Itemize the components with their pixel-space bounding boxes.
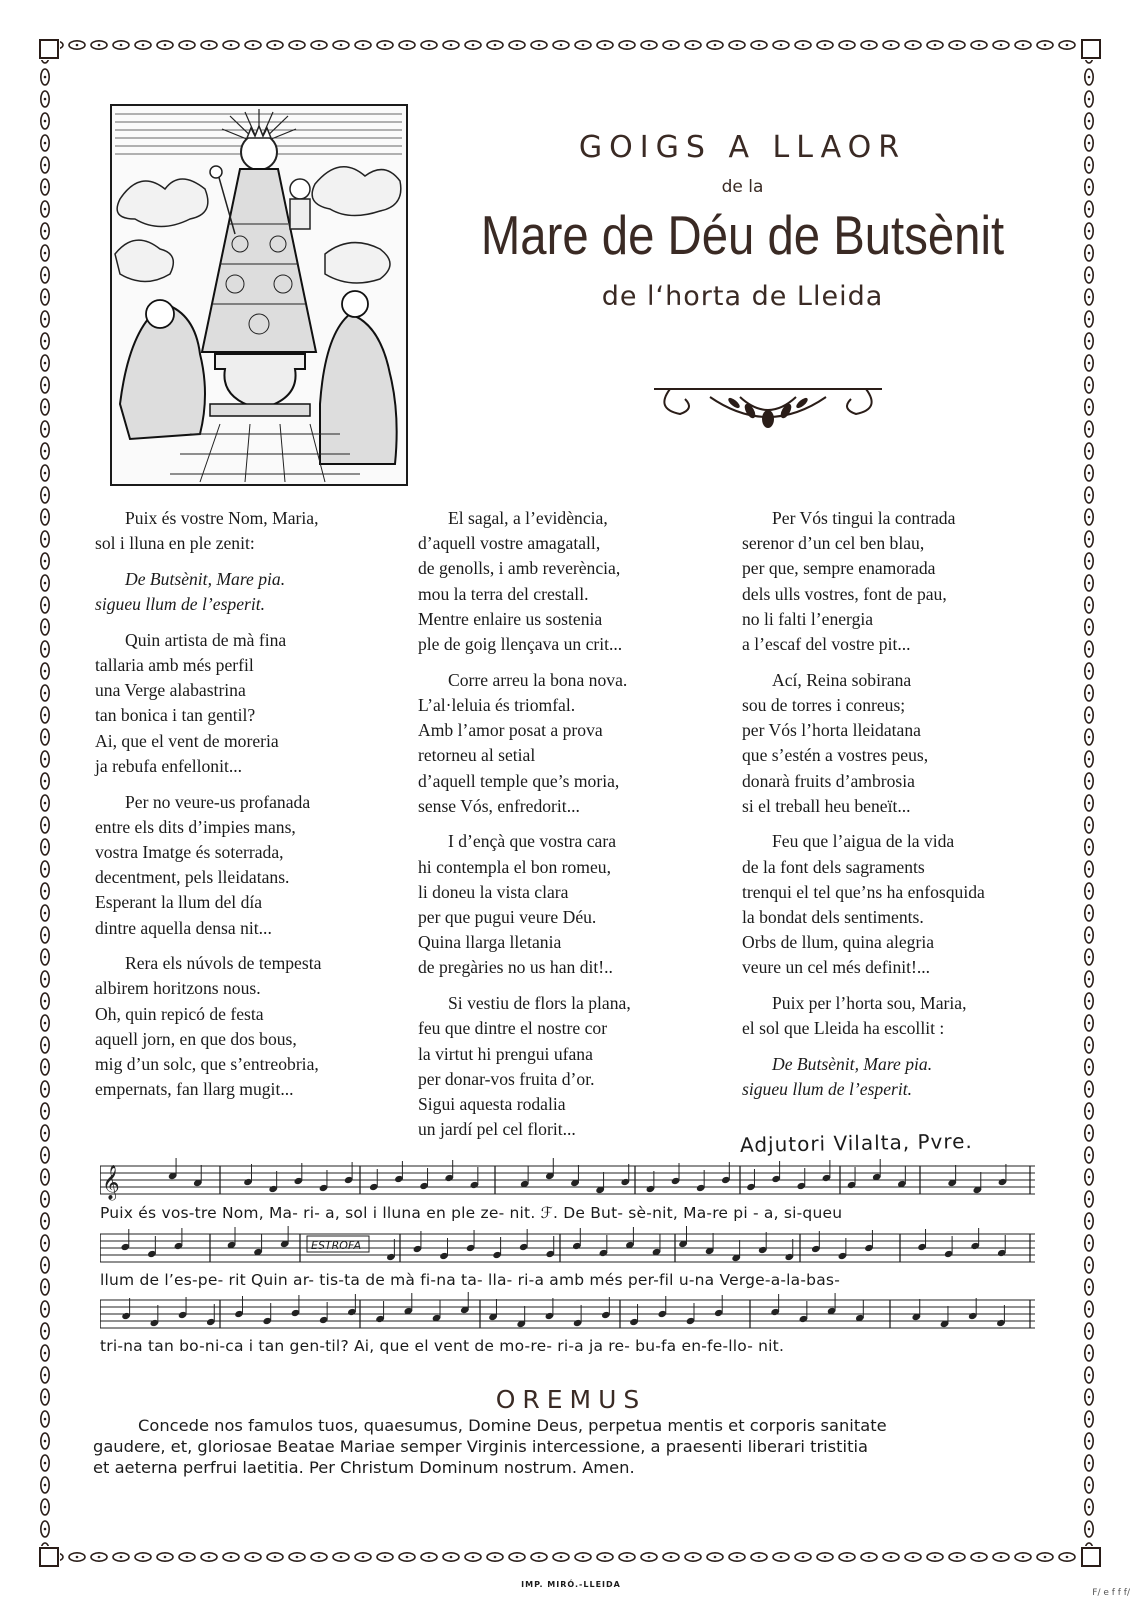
- verse-line: tallaria amb més perfil: [95, 655, 254, 676]
- verse-stanza: [418, 668, 738, 819]
- verse-line: d’aquell temple que’s moria,: [418, 770, 620, 791]
- verse-line: Ací, Reina sobirana: [772, 669, 912, 690]
- music-staff-3: [100, 1292, 1035, 1342]
- verse-line: que s’estén a vostres peus,: [742, 745, 929, 766]
- verse-line: per Vós l’horta lleidatana: [742, 720, 921, 741]
- verse-line: Mentre enlaire us sostenia: [418, 608, 603, 629]
- verse-line: veure un cel més definit!...: [742, 957, 931, 978]
- music-lyrics-1: Puix és vos-tre Nom, Ma- ri- a, sol i lluna en ple ze- nit. ℱ. De But- sè-nit, Ma-re pi - a, si-queu: [100, 1204, 843, 1222]
- title-kicker: GOIGS A LLAOR: [578, 130, 907, 165]
- verse-line: a l’escaf del vostre pit...: [742, 634, 911, 655]
- verse-stanza: [742, 506, 1062, 657]
- verse-stanza: [95, 628, 415, 779]
- verse-column-1: [95, 506, 415, 1102]
- verse-line: Puix és vostre Nom, Maria,: [125, 508, 319, 528]
- music-staff-1: [100, 1158, 1035, 1208]
- verse-line: De Butsènit, Mare pia.: [125, 568, 286, 589]
- verse-line: de genolls, i amb reverència,: [418, 558, 621, 579]
- verse-line: Feu que l’aigua de la vida: [772, 831, 955, 852]
- verse-line: Per no veure-us profanada: [125, 791, 311, 812]
- oremus-prayer: [93, 1415, 1039, 1478]
- verse-stanza: [742, 668, 1062, 819]
- verse-line: un jardí pel cel florit...: [418, 1119, 576, 1140]
- verse-line: de pregàries no us han dit!..: [418, 957, 613, 978]
- verse-line: dintre aquella densa nit...: [95, 917, 272, 938]
- verse-line: I d’ençà que vostra cara: [448, 831, 617, 852]
- refrain-stanza: [95, 567, 415, 617]
- stanza-gap: [95, 941, 415, 952]
- verse-line: sense Vós, enfredorit...: [418, 795, 580, 816]
- verse-line: no li falti l’energia: [742, 608, 874, 629]
- verse-column-3: [742, 506, 1062, 1102]
- verse-line: per donar-vos fruita d’or.: [418, 1068, 595, 1089]
- verse-column-2: [418, 506, 738, 1142]
- verse-line: albirem horitzons nous.: [95, 978, 261, 999]
- verse-line: serenor d’un cel ben blau,: [742, 533, 925, 554]
- strofa-label: ESTROFA: [311, 1239, 362, 1252]
- verse-line: Per Vós tingui la contrada: [772, 508, 956, 528]
- verse-line: trenqui el tel que’ns ha enfosquida: [742, 881, 985, 902]
- verse-line: El sagal, a l’evidència,: [448, 508, 608, 528]
- verse-line: per que, sempre enamorada: [742, 558, 936, 579]
- verse-line: aquell jorn, en que dos bous,: [95, 1028, 297, 1049]
- oremus-line: gaudere, et, gloriosae Beatae Mariae semper Virginis intercessione, a praesenti liberari tristitia: [93, 1437, 868, 1456]
- music-lyrics-3: tri-na tan bo-ni-ca i tan gen-til? Ai, que el vent de mo-re- ri-a ja re- bu-fa en-fe-llo- nit.: [100, 1337, 785, 1355]
- verse-stanza: [95, 506, 415, 556]
- verse-line: sou de torres i conreus;: [742, 694, 906, 715]
- music-staff-2: [100, 1226, 1035, 1276]
- verse-line: feu que dintre el nostre cor: [418, 1018, 608, 1039]
- verse-line: una Verge alabastrina: [95, 680, 246, 701]
- verse-line: la virtut hi prengui ufana: [418, 1043, 593, 1064]
- verse-line: entre els dits d’impies mans,: [95, 816, 296, 837]
- verse-line: sigueu llum de l’esperit.: [95, 594, 266, 615]
- verse-line: sol i lluna en ple zenit:: [95, 533, 255, 554]
- verse-line: vostra Imatge és soterrada,: [95, 841, 284, 862]
- verse-line: de la font dels sagraments: [742, 856, 925, 877]
- verse-line: Ai, que el vent de moreria: [95, 730, 279, 751]
- verse-line: retorneu al setial: [418, 745, 536, 766]
- verse-line: tan bonica i tan gentil?: [95, 705, 256, 726]
- oremus-line: et aeterna perfrui laetitia. Per Christum Dominum nostrum. Amen.: [93, 1458, 635, 1477]
- page-title: Mare de Déu de Butsènit: [480, 204, 1005, 266]
- stanza-gap: [418, 819, 738, 830]
- verse-stanza: [418, 506, 738, 657]
- title-ornament: [650, 385, 886, 435]
- virgin-woodcut-image: [110, 104, 408, 486]
- verse-stanza: [95, 951, 415, 1102]
- verse-line: De Butsènit, Mare pia.: [772, 1054, 933, 1075]
- stanza-gap: [742, 819, 1062, 830]
- verse-line: per que pugui veure Déu.: [418, 907, 597, 928]
- oremus-line: Concede nos famulos tuos, quaesumus, Domine Deus, perpetua mentis et corporis sanitate: [138, 1416, 887, 1435]
- verse-line: Rera els núvols de tempesta: [125, 953, 322, 974]
- verse-line: L’al·leluia és triomfal.: [418, 694, 576, 715]
- verse-line: hi contempla el bon romeu,: [418, 856, 611, 877]
- page-subtitle: de l‘horta de Lleida: [601, 281, 884, 312]
- verse-line: Quin artista de mà fina: [125, 629, 287, 650]
- verse-line: Amb l’amor posat a prova: [418, 720, 603, 741]
- verse-line: li doneu la vista clara: [418, 881, 569, 902]
- verse-line: dels ulls vostres, font de pau,: [742, 583, 947, 604]
- verse-line: Oh, quin repicó de festa: [95, 1003, 264, 1024]
- verse-line: Sigui aquesta rodalia: [418, 1093, 566, 1114]
- music-lyrics-2: llum de l’es-pe- rit Quin ar- tis-ta de mà fi-na ta- lla- ri-a amb més per-fil u-na Verge-a-la-bas-: [100, 1271, 840, 1289]
- stanza-gap: [95, 556, 415, 567]
- stanza-gap: [742, 981, 1062, 992]
- verse-line: Esperant la llum del día: [95, 892, 263, 913]
- verse-line: ja rebufa enfellonit...: [95, 755, 243, 776]
- stanza-gap: [742, 657, 1062, 668]
- oremus-heading: OREMUS: [495, 1385, 647, 1414]
- verse-line: d’aquell vostre amagatall,: [418, 533, 601, 554]
- treble-clef-icon: 𝄞: [102, 1165, 120, 1200]
- verse-stanza: [742, 991, 1062, 1041]
- verse-line: Quina llarga lletania: [418, 932, 562, 953]
- title-connector: de la: [721, 177, 764, 197]
- verse-stanza: [95, 790, 415, 941]
- verse-line: empernats, fan llarg mugit...: [95, 1079, 294, 1100]
- verse-line: sigueu llum de l’esperit.: [742, 1079, 913, 1100]
- verse-line: la bondat dels sentiments.: [742, 907, 924, 928]
- verse-line: Orbs de llum, quina alegria: [742, 932, 935, 953]
- verse-line: Corre arreu la bona nova.: [448, 669, 628, 690]
- verse-line: si el treball heu beneït...: [742, 795, 911, 816]
- stanza-gap: [95, 779, 415, 790]
- verse-line: decentment, pels lleidatans.: [95, 867, 290, 888]
- stanza-gap: [742, 1042, 1062, 1053]
- stanza-gap: [95, 617, 415, 628]
- printer-imprint: IMP. MIRÓ.-LLEIDA: [521, 1580, 621, 1589]
- refrain-stanza: [742, 1052, 1062, 1102]
- verse-stanza: [418, 829, 738, 980]
- verse-line: donarà fruits d’ambrosia: [742, 770, 915, 791]
- verse-stanza: [418, 991, 738, 1142]
- verse-line: mig d’un solc, que s’entreobria,: [95, 1054, 319, 1075]
- verse-line: mou la terra del crestall.: [418, 583, 589, 604]
- composer-signature: Adjutori Vilalta, Pvre.: [739, 1128, 973, 1158]
- verse-line: Si vestiu de flors la plana,: [448, 993, 631, 1014]
- stanza-gap: [418, 981, 738, 992]
- corner-mark: F/ e f f f/: [1092, 1588, 1130, 1598]
- verse-line: Puix per l’horta sou, Maria,: [772, 993, 967, 1014]
- title-block: [430, 130, 1055, 312]
- verse-stanza: [742, 829, 1062, 980]
- stanza-gap: [418, 657, 738, 668]
- verse-line: ple de goig llençava un crit...: [418, 634, 623, 655]
- verse-line: el sol que Lleida ha escollit :: [742, 1018, 945, 1039]
